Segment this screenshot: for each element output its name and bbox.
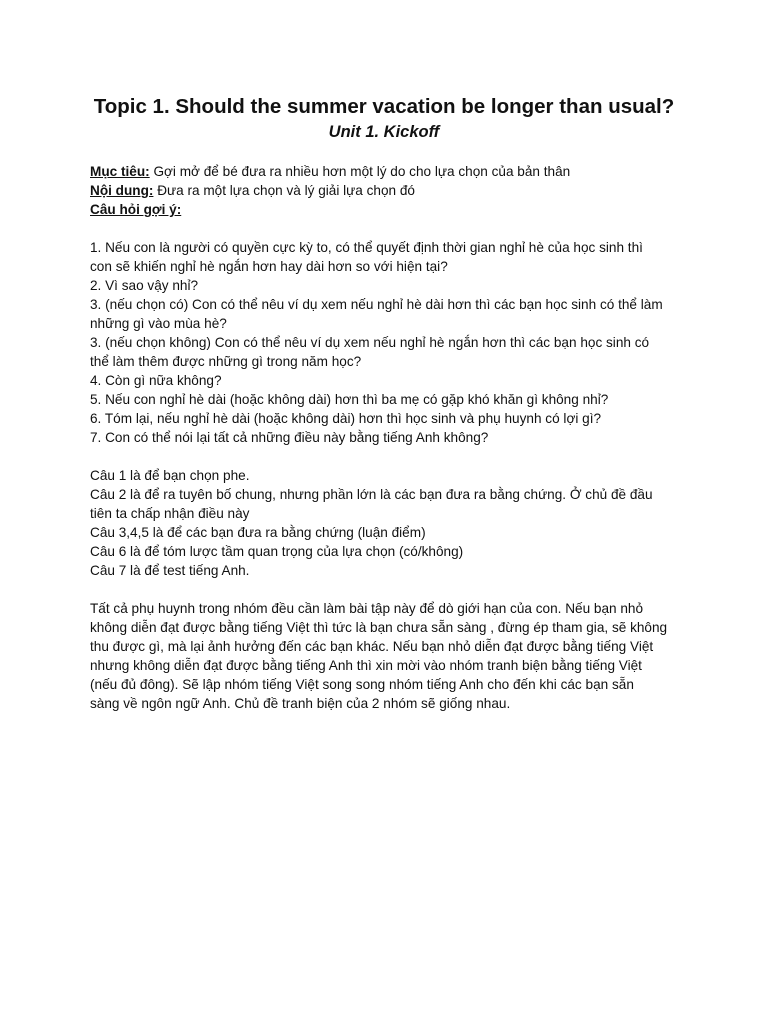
note-line: Câu 3,4,5 là để các bạn đưa ra bằng chứng (luận điểm) — [90, 525, 426, 540]
question-line: 4. Còn gì nữa không? — [90, 373, 222, 388]
spacer — [90, 219, 680, 238]
content-line — [90, 181, 680, 200]
note-line: tiên ta chấp nhận điều này — [90, 506, 250, 521]
closing-line: Tất cả phụ huynh trong nhóm đều cần làm bài tập này để dò giới hạn của con. Nếu bạn nhỏ — [90, 601, 644, 616]
question-line: 3. (nếu chọn không) Con có thể nêu ví dụ xem nếu nghỉ hè ngắn hơn thì các bạn học sinh có — [90, 335, 650, 350]
objective-line — [90, 162, 680, 181]
content-text: Đưa ra một lựa chọn và lý giải lựa chọn đó — [153, 183, 415, 198]
question-line: 1. Nếu con là người có quyền cực kỳ to, có thể quyết định thời gian nghỉ hè của học sinh thì — [90, 240, 643, 255]
note-line: Câu 2 là để ra tuyên bố chung, nhưng phần lớn là các bạn đưa ra bằng chứng. Ở chủ đề đầu — [90, 487, 653, 502]
questions-heading — [90, 200, 680, 219]
question-line: 2. Vì sao vậy nhỉ? — [90, 278, 199, 293]
question-line: 7. Con có thể nói lại tất cả những điều này bằng tiếng Anh không? — [90, 430, 489, 445]
closing-paragraph — [90, 599, 680, 713]
closing-line: thu được gì, mà lại ảnh hưởng đến các bạn khác. Nếu bạn nhỏ diễn đạt được bằng tiếng Việt — [90, 639, 654, 654]
objective-label: Mục tiêu: — [90, 164, 150, 179]
note-line: Câu 7 là để test tiếng Anh. — [90, 563, 250, 578]
note-line: Câu 6 là để tóm lược tầm quan trọng của lựa chọn (có/không) — [90, 544, 464, 559]
spacer — [90, 580, 680, 599]
spacer — [90, 447, 680, 466]
note-line: Câu 1 là để bạn chọn phe. — [90, 468, 250, 483]
closing-line: nhưng không diễn đạt được bằng tiếng Anh thì xin mời vào nhóm tranh biện bằng tiếng Việt — [90, 658, 642, 673]
document-body — [90, 162, 680, 713]
objective-text: Gợi mở để bé đưa ra nhiều hơn một lý do cho lựa chọn của bản thân — [149, 164, 571, 179]
question-line: những gì vào mùa hè? — [90, 316, 227, 331]
page-title: Topic 1. Should the summer vacation be longer than usual? — [93, 95, 675, 118]
question-line: 3. (nếu chọn có) Con có thể nêu ví dụ xem nếu nghỉ hè dài hơn thì các bạn học sinh có thể làm — [90, 297, 663, 312]
question-line: 5. Nếu con nghỉ hè dài (hoặc không dài) hơn thì ba mẹ có gặp khó khăn gì không nhỉ? — [90, 392, 609, 407]
closing-line: sàng về ngôn ngữ Anh. Chủ đề tranh biện của 2 nhóm sẽ giống nhau. — [90, 696, 511, 711]
closing-line: (nếu đủ đông). Sẽ lập nhóm tiếng Việt song song nhóm tiếng Anh cho đến khi các bạn sẵn — [90, 677, 634, 692]
questions-list — [90, 238, 680, 447]
question-line: con sẽ khiến nghỉ hè ngắn hơn hay dài hơn so với hiện tại? — [90, 259, 448, 274]
questions-label: Câu hỏi gợi ý: — [90, 202, 182, 217]
notes-list — [90, 466, 680, 580]
question-line: 6. Tóm lại, nếu nghỉ hè dài (hoặc không dài) hơn thì học sinh và phụ huynh có lợi gì? — [90, 411, 602, 426]
question-line: thể làm thêm được những gì trong năm học? — [90, 354, 362, 369]
page-subtitle: Unit 1. Kickoff — [328, 123, 440, 141]
content-label: Nội dung: — [90, 183, 154, 198]
closing-line: không diễn đạt được bằng tiếng Việt thì tức là bạn chưa sẵn sàng , đừng ép tham gia, sẽ không — [90, 620, 668, 635]
